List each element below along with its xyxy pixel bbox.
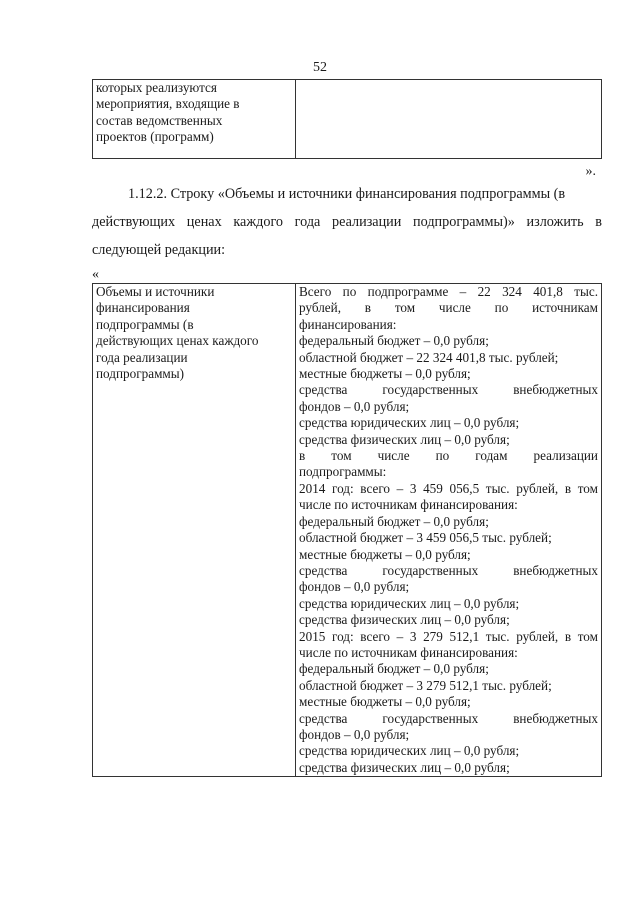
paragraph-line-3: следующей редакции: xyxy=(92,242,226,258)
row-label-cell xyxy=(93,284,296,777)
value-line: средства физических лиц – 0,0 рубля; xyxy=(299,612,510,628)
value-line: местные бюджеты – 0,0 рубля; xyxy=(299,366,471,382)
paragraph-line-1: 1.12.2. Строку «Объемы и источники финансирования подпрограммы (в xyxy=(128,186,566,202)
value-line: Всего по подпрограмме – 22 324 401,8 тыс. xyxy=(299,284,598,299)
opening-quote: « xyxy=(92,267,99,282)
value-line: средства государственных внебюджетных xyxy=(299,710,598,726)
value-line: фондов – 0,0 рубля; xyxy=(299,398,410,414)
label-line: года реализации xyxy=(96,349,188,365)
value-line: средства юридических лиц – 0,0 рубля; xyxy=(299,595,520,611)
financing-table xyxy=(92,283,602,777)
value-line: средства юридических лиц – 0,0 рубля; xyxy=(299,415,520,431)
value-line: средства физических лиц – 0,0 рубля; xyxy=(299,431,510,447)
cell-line: мероприятия, входящие в xyxy=(96,96,240,112)
value-line: рублей, в том числе по источникам xyxy=(299,300,598,316)
value-line: средства государственных внебюджетных xyxy=(299,562,598,578)
value-line: 2014 год: всего – 3 459 056,5 тыс. рублей, в том xyxy=(299,480,598,496)
value-line: федеральный бюджет – 0,0 рубля; xyxy=(299,333,489,349)
label-line: финансирования xyxy=(96,300,190,316)
label-line: действующих ценах каждого xyxy=(96,333,259,349)
value-line: средства физических лиц – 0,0 рубля; xyxy=(299,759,510,775)
value-line: числе по источникам финансирования: xyxy=(299,497,518,513)
value-line: числе по источникам финансирования: xyxy=(299,644,518,660)
table-row xyxy=(93,284,602,777)
value-line: областной бюджет – 3 279 512,1 тыс. рублей; xyxy=(299,677,552,693)
table-cell-right xyxy=(296,80,602,159)
page-number: 52 xyxy=(313,60,327,75)
value-line: средства государственных внебюджетных xyxy=(299,382,598,398)
closing-quote: ». xyxy=(585,164,596,179)
value-line: федеральный бюджет – 0,0 рубля; xyxy=(299,661,489,677)
cell-line: которых реализуются xyxy=(96,80,217,95)
value-line: областной бюджет – 3 459 056,5 тыс. рублей; xyxy=(299,530,552,546)
value-line: фондов – 0,0 рубля; xyxy=(299,579,410,595)
value-line: подпрограммы: xyxy=(299,464,387,480)
value-line: фондов – 0,0 рубля; xyxy=(299,726,410,742)
cell-line: проектов (программ) xyxy=(96,129,214,145)
value-line: в том числе по годам реализации xyxy=(299,448,598,464)
cell-line: состав ведомственных xyxy=(96,112,223,128)
value-line: местные бюджеты – 0,0 рубля; xyxy=(299,694,471,710)
previous-table-fragment xyxy=(92,79,602,159)
label-line: подпрограммы) xyxy=(96,366,185,382)
row-value-cell xyxy=(296,284,602,777)
value-line: федеральный бюджет – 0,0 рубля; xyxy=(299,513,489,529)
value-line: местные бюджеты – 0,0 рубля; xyxy=(299,546,471,562)
table-cell-left xyxy=(93,80,296,159)
value-line: средства юридических лиц – 0,0 рубля; xyxy=(299,743,520,759)
label-line: подпрограммы (в xyxy=(96,316,194,332)
table-row xyxy=(93,80,602,159)
value-line: 2015 год: всего – 3 279 512,1 тыс. рублей, в том xyxy=(299,628,598,644)
label-line: Объемы и источники xyxy=(96,284,215,299)
value-line: финансирования: xyxy=(299,316,397,332)
value-line: областной бюджет – 22 324 401,8 тыс. рублей; xyxy=(299,349,559,365)
paragraph-line-2: действующих ценах каждого года реализации подпрограммы)» изложить в xyxy=(92,214,602,230)
